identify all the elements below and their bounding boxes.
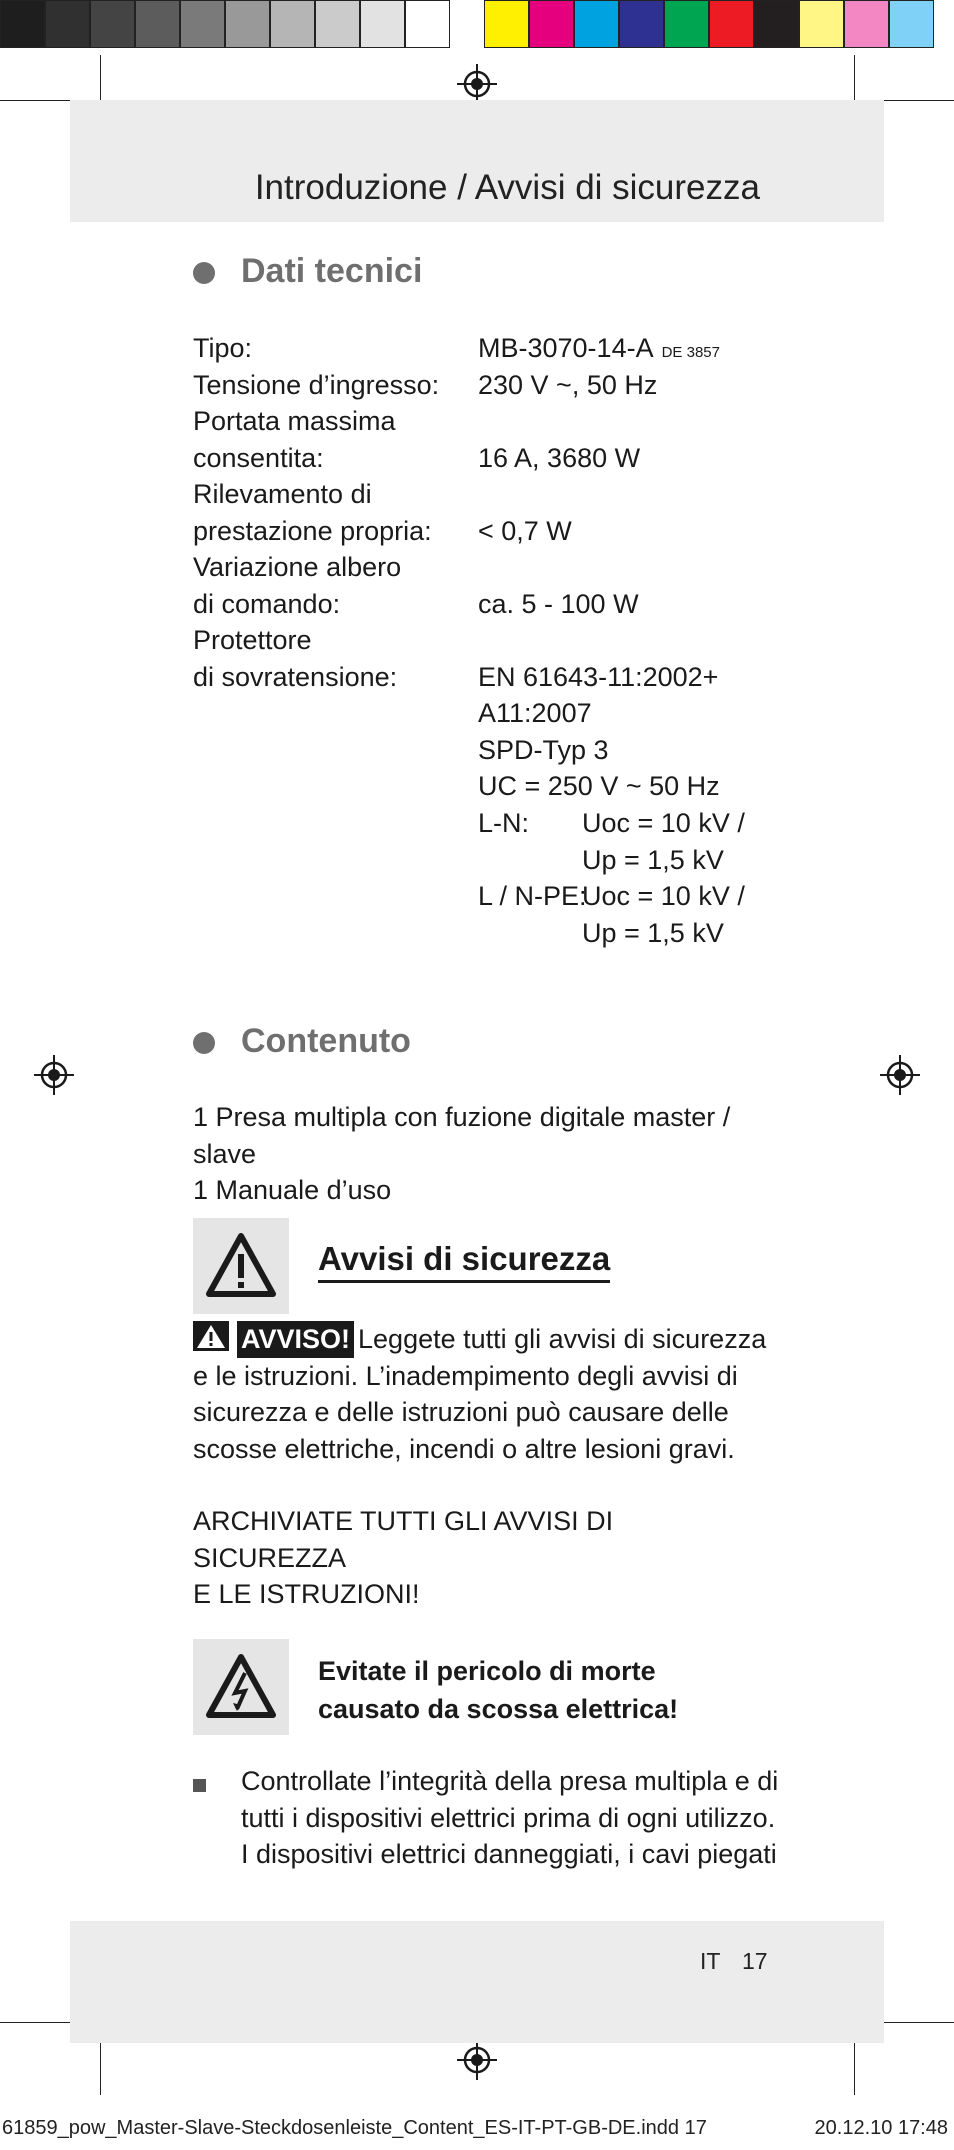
gray-swatch — [0, 0, 45, 48]
section-heading-contents: Contenuto — [241, 1022, 411, 1060]
registration-mark-icon — [457, 64, 497, 104]
spec-value — [478, 695, 720, 732]
color-swatch — [664, 0, 709, 48]
color-swatch — [709, 0, 754, 48]
spec-value-text: < 0,7 W — [478, 515, 572, 546]
spec-label — [193, 768, 463, 805]
spec-value — [478, 330, 720, 367]
bullet-line: Controllate l’integrità della presa multipla e di — [241, 1766, 779, 1796]
gray-swatch — [135, 0, 180, 48]
crop-mark — [854, 2040, 855, 2095]
safety-heading: Avvisi di sicurezza — [318, 1240, 610, 1283]
warning-line: e le istruzioni. L’inadempimento degli avvisi di — [193, 1360, 738, 1391]
gray-swatch — [180, 0, 225, 48]
spec-value-text: EN 61643-11:2002+ — [478, 661, 719, 692]
spec-label: Protettore — [193, 625, 312, 655]
crop-mark — [0, 100, 70, 101]
archive-notice — [193, 1503, 773, 1613]
page-lang: IT — [700, 1948, 721, 1974]
registration-mark-icon — [457, 2040, 497, 2080]
archive-line: E LE ISTRUZIONI! — [193, 1579, 420, 1609]
crop-mark — [854, 55, 855, 105]
ln-value-2: Up = 1,5 kV — [582, 844, 724, 875]
danger-icon-box — [193, 1639, 289, 1735]
warning-text: Leggete tutti gli avvisi di sicurezza — [358, 1324, 767, 1354]
list-item: 1 Presa multipla con fuzione digitale master / slave — [193, 1102, 731, 1169]
bullet-square — [193, 1779, 206, 1792]
archive-line: ARCHIVIATE TUTTI GLI AVVISI DI SICUREZZA — [193, 1506, 614, 1573]
spec-label: di comando: — [193, 588, 341, 619]
spec-value — [478, 768, 720, 805]
spec-value-text: UC = 250 V ~ 50 Hz — [478, 771, 720, 801]
color-swatch — [619, 0, 664, 48]
spec-label: Rilevamento di — [193, 479, 372, 509]
avviso-label: AVVISO! — [237, 1321, 354, 1358]
bullet-line: tutti i dispositivi elettrici prima di ogni utilizzo. — [241, 1802, 776, 1833]
lnpe-label: L / N-PE: — [478, 881, 587, 911]
spec-label: Variazione albero — [193, 552, 402, 582]
warning-paragraph — [193, 1321, 773, 1467]
spec-label — [193, 732, 463, 769]
color-swatch — [754, 0, 799, 48]
spec-values — [478, 330, 720, 805]
registration-mark-icon — [34, 1055, 74, 1095]
spec-value — [478, 440, 720, 477]
color-bar — [484, 0, 934, 48]
grayscale-bar — [0, 0, 450, 48]
crop-mark — [0, 2022, 70, 2023]
danger-line: Evitate il pericolo di morte — [318, 1656, 656, 1686]
electric-shock-icon — [193, 1639, 289, 1735]
crop-mark — [100, 55, 101, 105]
lnpe-value-2: Up = 1,5 kV — [582, 917, 724, 948]
spec-label: Tensione d’ingresso: — [193, 369, 440, 400]
bullet-text — [241, 1763, 781, 1873]
spec-label: prestazione propria: — [193, 515, 432, 546]
crop-mark — [100, 2040, 101, 2095]
ln-label: L-N: — [478, 808, 530, 838]
spec-value — [478, 659, 720, 696]
gray-swatch — [315, 0, 360, 48]
gray-swatch — [45, 0, 90, 48]
spec-value-code: DE 3857 — [661, 344, 720, 361]
gray-swatch — [270, 0, 315, 48]
spec-label: di sovratensione: — [193, 661, 398, 692]
spec-label — [193, 695, 463, 732]
lnpe-value-1: Uoc = 10 kV / — [582, 881, 745, 911]
bullet-line: I dispositivi elettrici danneggiati, i cavi piegati — [241, 1839, 777, 1869]
spec-labels — [193, 330, 463, 805]
print-file-info: 61859_pow_Master-Slave-Steckdosenleiste_Content_ES-IT-PT-GB-DE.indd 17 — [2, 2117, 707, 2139]
warning-triangle-icon — [193, 1218, 289, 1314]
spec-value-text: MB-3070-14-A — [478, 333, 654, 363]
color-swatch — [574, 0, 619, 48]
spec-label: Portata massima — [193, 406, 396, 436]
color-swatch — [799, 0, 844, 48]
spec-value — [478, 586, 720, 623]
gray-swatch — [405, 0, 450, 48]
warning-line: sicurezza e delle istruzioni può causare delle — [193, 1397, 729, 1427]
warning-icon-box — [193, 1218, 289, 1314]
section-heading-technical: Dati tecnici — [241, 252, 423, 290]
spec-value-text: SPD-Typ 3 — [478, 734, 609, 765]
spec-value — [478, 513, 720, 550]
spec-value — [478, 367, 720, 404]
print-date: 20.12.10 17:48 — [814, 2117, 948, 2139]
spec-label: consentita: — [193, 442, 324, 473]
color-swatch — [844, 0, 889, 48]
warning-inline-icon — [193, 1321, 229, 1351]
color-swatch — [889, 0, 934, 48]
warning-line: scosse elettriche, incendi o altre lesioni gravi. — [193, 1433, 735, 1464]
color-swatch — [529, 0, 574, 48]
spec-value — [478, 403, 720, 440]
gray-swatch — [90, 0, 135, 48]
section-bullet — [193, 1032, 215, 1054]
spec-value-text: 16 A, 3680 W — [478, 442, 641, 473]
registration-mark-icon — [880, 1055, 920, 1095]
spec-value — [478, 476, 720, 513]
page-number: 17 — [742, 1948, 768, 1974]
spec-value-text: A11:2007 — [478, 698, 592, 728]
danger-line: causato da scossa elettrica! — [318, 1694, 679, 1724]
gray-swatch — [225, 0, 270, 48]
contents-list — [193, 1099, 773, 1209]
spec-value — [478, 622, 720, 659]
spec-value-text: 230 V ~, 50 Hz — [478, 369, 658, 400]
danger-heading — [318, 1652, 678, 1728]
list-item: 1 Manuale d’uso — [193, 1175, 392, 1205]
spec-value — [478, 732, 720, 769]
spec-ln-row — [478, 805, 745, 951]
spec-label: Tipo: — [193, 333, 253, 363]
color-swatch — [484, 0, 529, 48]
section-bullet — [193, 262, 215, 284]
ln-value-1: Uoc = 10 kV / — [582, 808, 745, 838]
crop-mark — [884, 100, 954, 101]
gray-swatch — [360, 0, 405, 48]
page-title: Introduzione / Avvisi di sicurezza — [254, 168, 760, 207]
crop-mark — [884, 2022, 954, 2023]
spec-value-text: ca. 5 - 100 W — [478, 588, 639, 619]
spec-value — [478, 549, 720, 586]
footer-band — [70, 1921, 884, 2043]
